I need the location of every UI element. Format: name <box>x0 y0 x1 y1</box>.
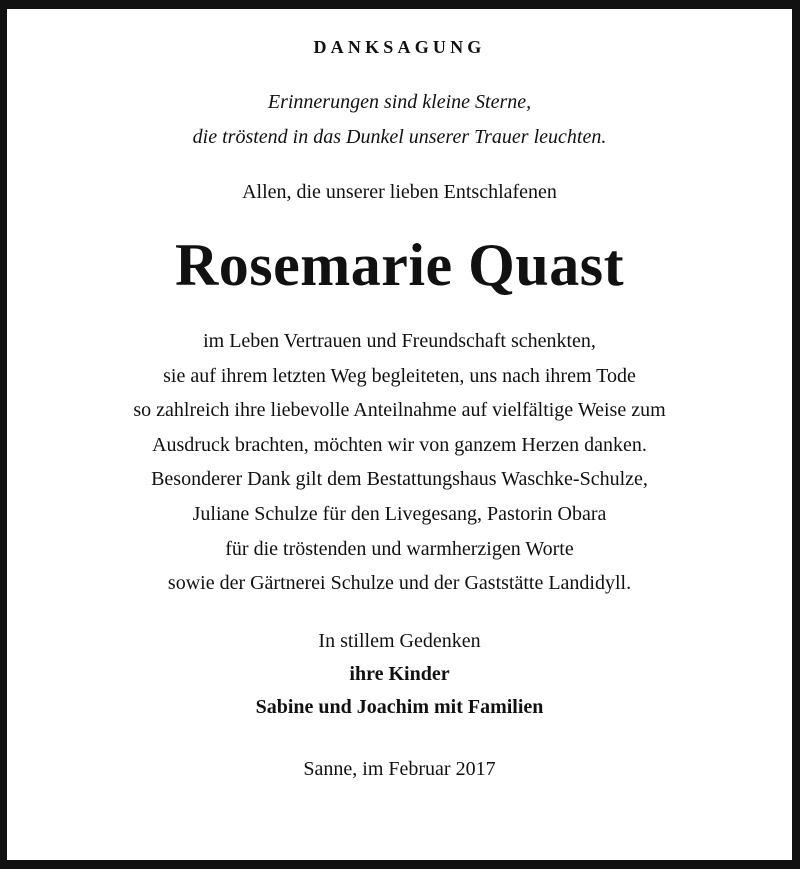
text-line: Besonderer Dank gilt dem Bestattungshaus Waschke-Schulze, <box>151 468 648 491</box>
deceased-name: Rosemarie Quast <box>174 232 625 298</box>
text-line: so zahlreich ihre liebevolle Anteilnahme auf vielfältige Weise zum <box>133 399 666 422</box>
text-line: im Leben Vertrauen und Freundschaft schenkten, <box>203 330 596 352</box>
text-line: sie auf ihrem letzten Weg begleiteten, uns nach ihrem Tode <box>163 364 636 387</box>
text-line: sowie der Gärtnerei Schulze und der Gaststätte Landidyll. <box>167 572 632 595</box>
memorial-quote <box>7 85 792 155</box>
obituary-notice <box>7 9 792 860</box>
closing-phrase: In stillem Gedenken <box>318 629 481 652</box>
notice-heading: DANKSAGUNG <box>313 37 486 57</box>
quote-line: Erinnerungen sind kleine Sterne, <box>267 91 532 113</box>
thanks-text <box>7 324 792 601</box>
text-line: Ausdruck brachten, möchten wir von ganzem Herzen danken. <box>152 433 647 456</box>
text-line: für die tröstenden und warmherzigen Worte <box>225 537 574 560</box>
signer-relation: ihre Kinder <box>349 662 450 685</box>
quote-line: die tröstend in das Dunkel unserer Trauer leuchten. <box>192 126 607 148</box>
text-line: Juliane Schulze für den Livegesang, Pastorin Obara <box>192 502 607 525</box>
signature-block <box>7 625 792 724</box>
place-date: Sanne, im Februar 2017 <box>303 757 496 780</box>
intro-line: Allen, die unserer lieben Entschlafenen <box>242 181 557 203</box>
signer-names: Sabine und Joachim mit Familien <box>255 695 544 718</box>
